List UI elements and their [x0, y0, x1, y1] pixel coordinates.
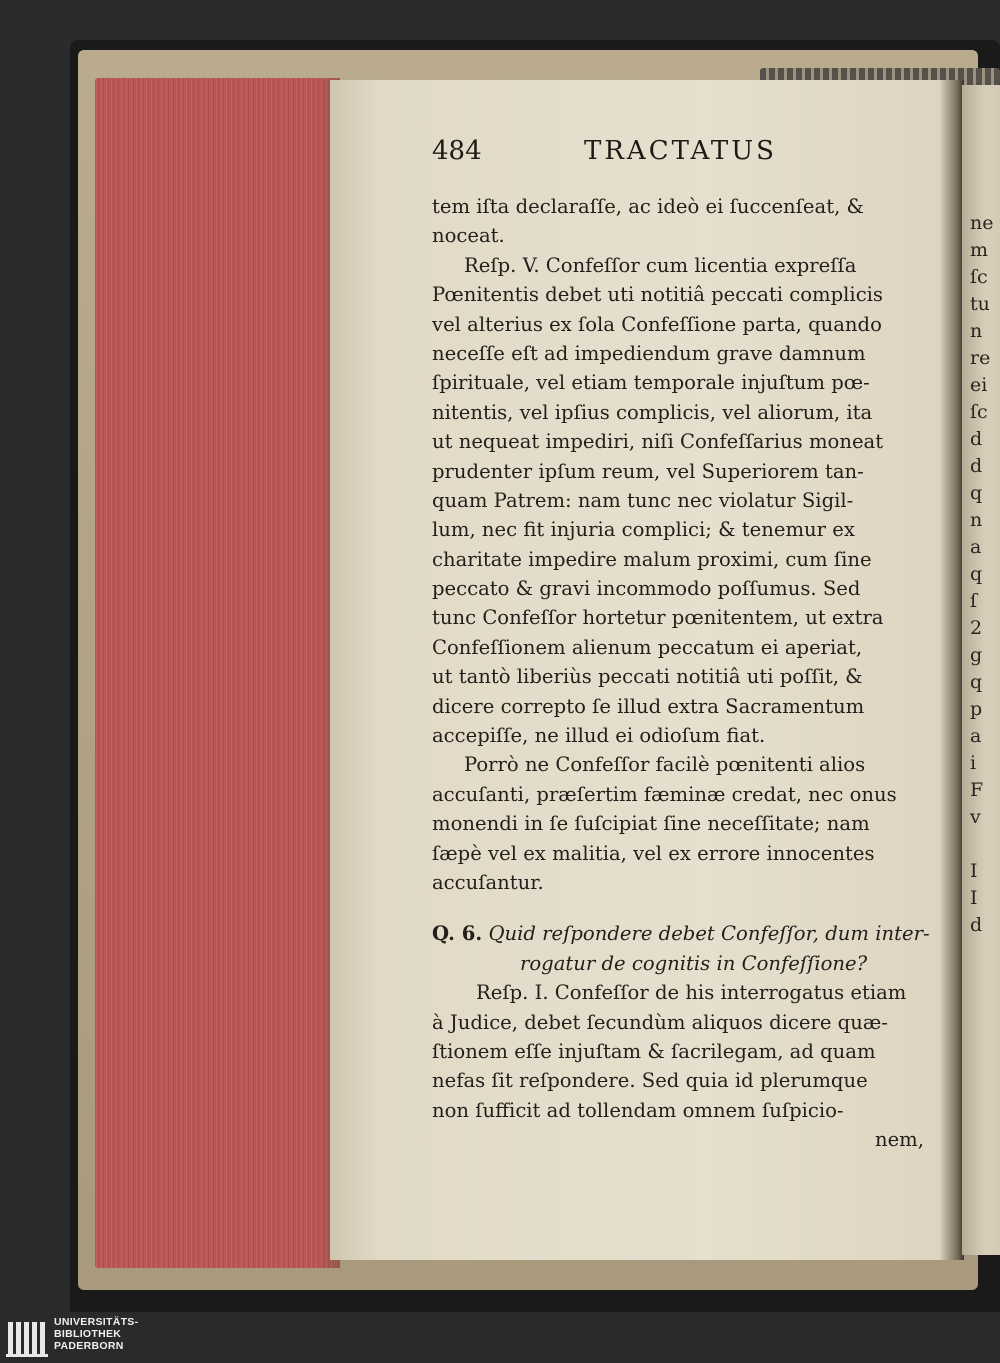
- question-heading: [432, 919, 932, 948]
- fragment: n: [970, 320, 983, 342]
- fragment: a: [970, 536, 982, 558]
- question-text: Quid reſpondere debet Confeſſor, dum inter-: [488, 922, 930, 946]
- text-block: [432, 192, 932, 1155]
- fragment: ſc: [970, 401, 988, 423]
- fragment: a: [970, 725, 982, 747]
- fragment: I: [970, 860, 978, 882]
- fragment: d: [970, 428, 983, 450]
- fragment: I: [970, 887, 978, 909]
- fragment: tu: [970, 293, 990, 315]
- library-logo-icon: [6, 1318, 52, 1358]
- fragment: ſc: [970, 266, 988, 288]
- page-edge-red: [95, 78, 340, 1268]
- fragment: ſ: [970, 590, 978, 612]
- answer-line: Reſp. I. Confeſſor de his interrogatus etiam: [476, 981, 907, 1005]
- library-name: [54, 1316, 138, 1352]
- fragment: q: [970, 482, 983, 504]
- fragment: ne: [970, 212, 994, 234]
- running-title: TRACTATUS: [584, 136, 777, 166]
- text-line: Porrò ne Confeſſor facilè pœnitenti alios: [464, 753, 866, 777]
- text-line: monendi in ſe ſuſcipiat ſine neceſſitate; nam: [432, 812, 870, 836]
- page-header: [432, 136, 832, 176]
- answer-line: non ſufficit ad tollendam omnem ſuſpicio-: [432, 1098, 844, 1122]
- text-line: Confeſſionem alienum peccatum ei aperiat,: [432, 635, 863, 659]
- text-line: nitentis, vel ipſius complicis, vel aliorum, ita: [432, 400, 873, 424]
- text-line: accuſantur.: [432, 870, 544, 894]
- text-line: ſpirituale, vel etiam temporale injuſtum pœ-: [432, 371, 870, 395]
- text-line: quam Patrem: nam tunc nec violatur Sigil-: [432, 488, 854, 512]
- question-text-continued: rogatur de cognitis in Confeſſione?: [520, 951, 868, 975]
- text-line: charitate impedire malum proximi, cum ſine: [432, 547, 872, 571]
- library-line: UNIVERSITÄTS-: [54, 1316, 139, 1328]
- fragment: i: [970, 752, 977, 774]
- footer-bar: [0, 1312, 1000, 1363]
- answer-line: nefas ſit reſpondere. Sed quia id plerumque: [432, 1069, 868, 1093]
- library-line: BIBLIOTHEK: [54, 1328, 122, 1340]
- fragment: n: [970, 509, 983, 531]
- fragment: v: [970, 806, 981, 828]
- fragment: ei: [970, 374, 988, 396]
- fragment: q: [970, 563, 983, 585]
- fragment: [970, 831, 1000, 858]
- text-line: Pœnitentis debet uti notitiâ peccati complicis: [432, 283, 883, 307]
- catchword: nem,: [874, 1128, 924, 1152]
- text-line: ut tantò liberiùs peccati notitiâ uti poſſit, &: [432, 665, 863, 689]
- text-line: tem iſta declaraſſe, ac ideò ei ſuccenſeat, &: [432, 195, 864, 218]
- text-line: ut nequeat impediri, niſi Confeſſarius moneat: [432, 430, 884, 454]
- text-line: noceat.: [432, 224, 505, 248]
- right-page-fragments: [970, 210, 1000, 939]
- answer-line: ſtionem eſſe injuſtam & ſacrilegam, ad quam: [432, 1039, 876, 1063]
- section-gap: [432, 897, 932, 919]
- text-line: peccato & gravi incommodo poſſumus. Sed: [432, 577, 861, 601]
- fragment: F: [970, 779, 984, 801]
- fragment: d: [970, 455, 983, 477]
- book-gutter: [940, 80, 964, 1260]
- question-label: Q. 6.: [432, 922, 483, 946]
- answer-line: à Judice, debet ſecundùm aliquos dicere quæ-: [432, 1010, 888, 1034]
- text-line: ſæpè vel ex malitia, vel ex errore innocentes: [432, 841, 875, 865]
- text-line: lum, nec fit injuria complici; & tenemur ex: [432, 518, 855, 542]
- text-line: Reſp. V. Confeſſor cum licentia expreſſa: [464, 253, 857, 277]
- fragment: d: [970, 914, 983, 936]
- fragment: re: [970, 347, 991, 369]
- library-line: PADERBORN: [54, 1340, 124, 1352]
- fragment: q: [970, 671, 983, 693]
- text-line: neceſſe eſt ad impediendum grave damnum: [432, 341, 866, 365]
- text-line: dicere correpto ſe illud extra Sacramentum: [432, 694, 865, 718]
- text-line: accuſanti, præſertim fæminæ credat, nec onus: [432, 782, 897, 806]
- text-line: tunc Confeſſor hortetur pœnitentem, ut extra: [432, 606, 884, 630]
- fragment: p: [970, 698, 983, 720]
- text-line: vel alterius ex ſola Confeſſione parta, quando: [432, 312, 882, 336]
- fragment: m: [970, 239, 989, 261]
- text-line: accepiſſe, ne illud ei odioſum fiat.: [432, 724, 766, 748]
- fragment: 2: [970, 617, 983, 639]
- page-number: 484: [432, 136, 482, 166]
- text-line: prudenter ipſum reum, vel Superiorem tan-: [432, 459, 864, 483]
- fragment: g: [970, 644, 983, 666]
